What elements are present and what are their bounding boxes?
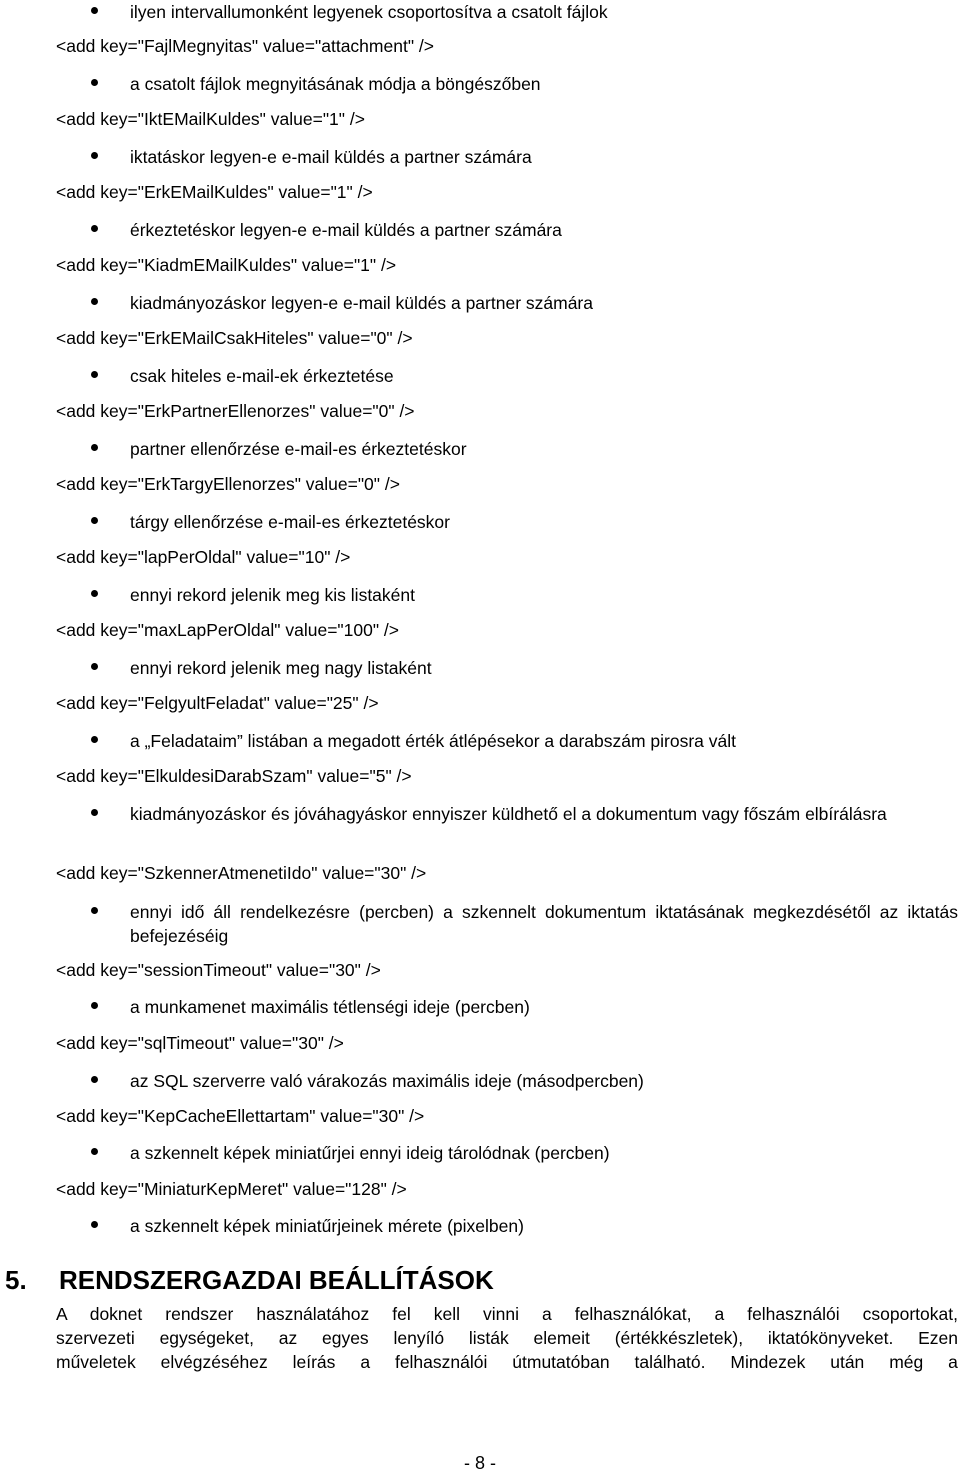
config-key-line: <add key="MiniaturKepMeret" value="128" /> [56, 1179, 407, 1199]
setting-description: az SQL szerverre való várakozás maximális ideje (másodpercben) [130, 1071, 644, 1091]
config-key-line: <add key="FelgyultFeladat" value="25" /> [56, 693, 379, 713]
bullet-icon [91, 517, 98, 524]
bullet-icon [91, 444, 98, 451]
bullet-icon [91, 371, 98, 378]
bullet-icon [91, 1148, 98, 1155]
setting-description: csak hiteles e-mail-ek érkeztetése [130, 366, 394, 386]
bullet-icon [91, 736, 98, 743]
section-heading [5, 1264, 494, 1296]
setting-description: a csatolt fájlok megnyitásának módja a böngészőben [130, 74, 541, 94]
bullet-icon [91, 7, 98, 14]
config-key-line: <add key="sessionTimeout" value="30" /> [56, 960, 381, 980]
bullet-icon [91, 298, 98, 305]
config-key-line: <add key="SzkennerAtmenetiIdo" value="30" /> [56, 863, 427, 883]
config-key-line: <add key="IktEMailKuldes" value="1" /> [56, 109, 365, 129]
paragraph-line: A doknet rendszer használatához fel kell vinni a felhasználókat, a felhasználói csoportokat, [56, 1304, 958, 1324]
setting-description: ennyi rekord jelenik meg kis listaként [130, 585, 415, 605]
config-key-line: <add key="ElkuldesiDarabSzam" value="5" /> [56, 766, 412, 786]
config-key-line: <add key="ErkTargyEllenorzes" value="0" /> [56, 474, 400, 494]
setting-description: kiadmányozáskor legyen-e e-mail küldés a partner számára [130, 293, 593, 313]
section-title: RENDSZERGAZDAI BEÁLLÍTÁSOK [59, 1265, 494, 1295]
setting-description: érkeztetéskor legyen-e e-mail küldés a partner számára [130, 220, 562, 240]
config-key-line: <add key="sqlTimeout" value="30" /> [56, 1033, 344, 1053]
config-key-line: <add key="ErkEMailKuldes" value="1" /> [56, 182, 373, 202]
setting-description: ennyi idő áll rendelkezésre (percben) a szkennelt dokumentum iktatásának megkezdésétől az iktatás befejezéséig [130, 902, 958, 946]
config-key-line: <add key="maxLapPerOldal" value="100" /> [56, 620, 399, 640]
setting-description: ennyi rekord jelenik meg nagy listaként [130, 658, 432, 678]
bullet-icon [91, 1076, 98, 1083]
setting-description: ilyen intervallumonként legyenek csoportosítva a csatolt fájlok [130, 2, 608, 22]
bullet-icon [91, 663, 98, 670]
paragraph-line: szervezeti egységeket, az egyes lenyíló listák elemeit (értékkészletek), iktatókönyveket. Ezen [56, 1328, 959, 1348]
config-key-line: <add key="KepCacheEllettartam" value="30" /> [56, 1106, 425, 1126]
bullet-icon [91, 152, 98, 159]
setting-description: a munkamenet maximális tétlenségi ideje (percben) [130, 997, 530, 1017]
bullet-icon [91, 1002, 98, 1009]
setting-description: a „Feladataim” listában a megadott érték átlépésekor a darabszám pirosra vált [130, 731, 736, 751]
setting-description: tárgy ellenőrzése e-mail-es érkeztetéskor [130, 512, 450, 532]
bullet-icon [91, 79, 98, 86]
paragraph-line: műveletek elvégzéséhez leírás a felhasználói útmutatóban található. Mindezek után még a [56, 1352, 958, 1372]
config-key-line: <add key="lapPerOldal" value="10" /> [56, 547, 351, 567]
setting-description: partner ellenőrzése e-mail-es érkeztetéskor [130, 439, 467, 459]
page-number: - 8 - [463, 1453, 496, 1473]
bullet-icon [91, 1221, 98, 1228]
setting-description: a szkennelt képek miniatűrjeinek mérete (pixelben) [130, 1216, 524, 1236]
section-number: 5. [5, 1265, 27, 1295]
config-key-line: <add key="ErkPartnerEllenorzes" value="0" /> [56, 401, 415, 421]
bullet-icon [91, 225, 98, 232]
setting-description: kiadmányozáskor és jóváhagyáskor ennyiszer küldhető el a dokumentum vagy főszám elbírálásra [130, 804, 887, 824]
config-key-line: <add key="FajlMegnyitas" value="attachment" /> [56, 36, 434, 56]
bullet-icon [91, 590, 98, 597]
bullet-icon [91, 907, 98, 914]
config-key-line: <add key="ErkEMailCsakHiteles" value="0" /> [56, 328, 413, 348]
setting-description: iktatáskor legyen-e e-mail küldés a partner számára [130, 147, 532, 167]
config-key-line: <add key="KiadmEMailKuldes" value="1" /> [56, 255, 397, 275]
bullet-icon [91, 809, 98, 816]
setting-description: a szkennelt képek miniatűrjei ennyi ideig tárolódnak (percben) [130, 1143, 610, 1163]
